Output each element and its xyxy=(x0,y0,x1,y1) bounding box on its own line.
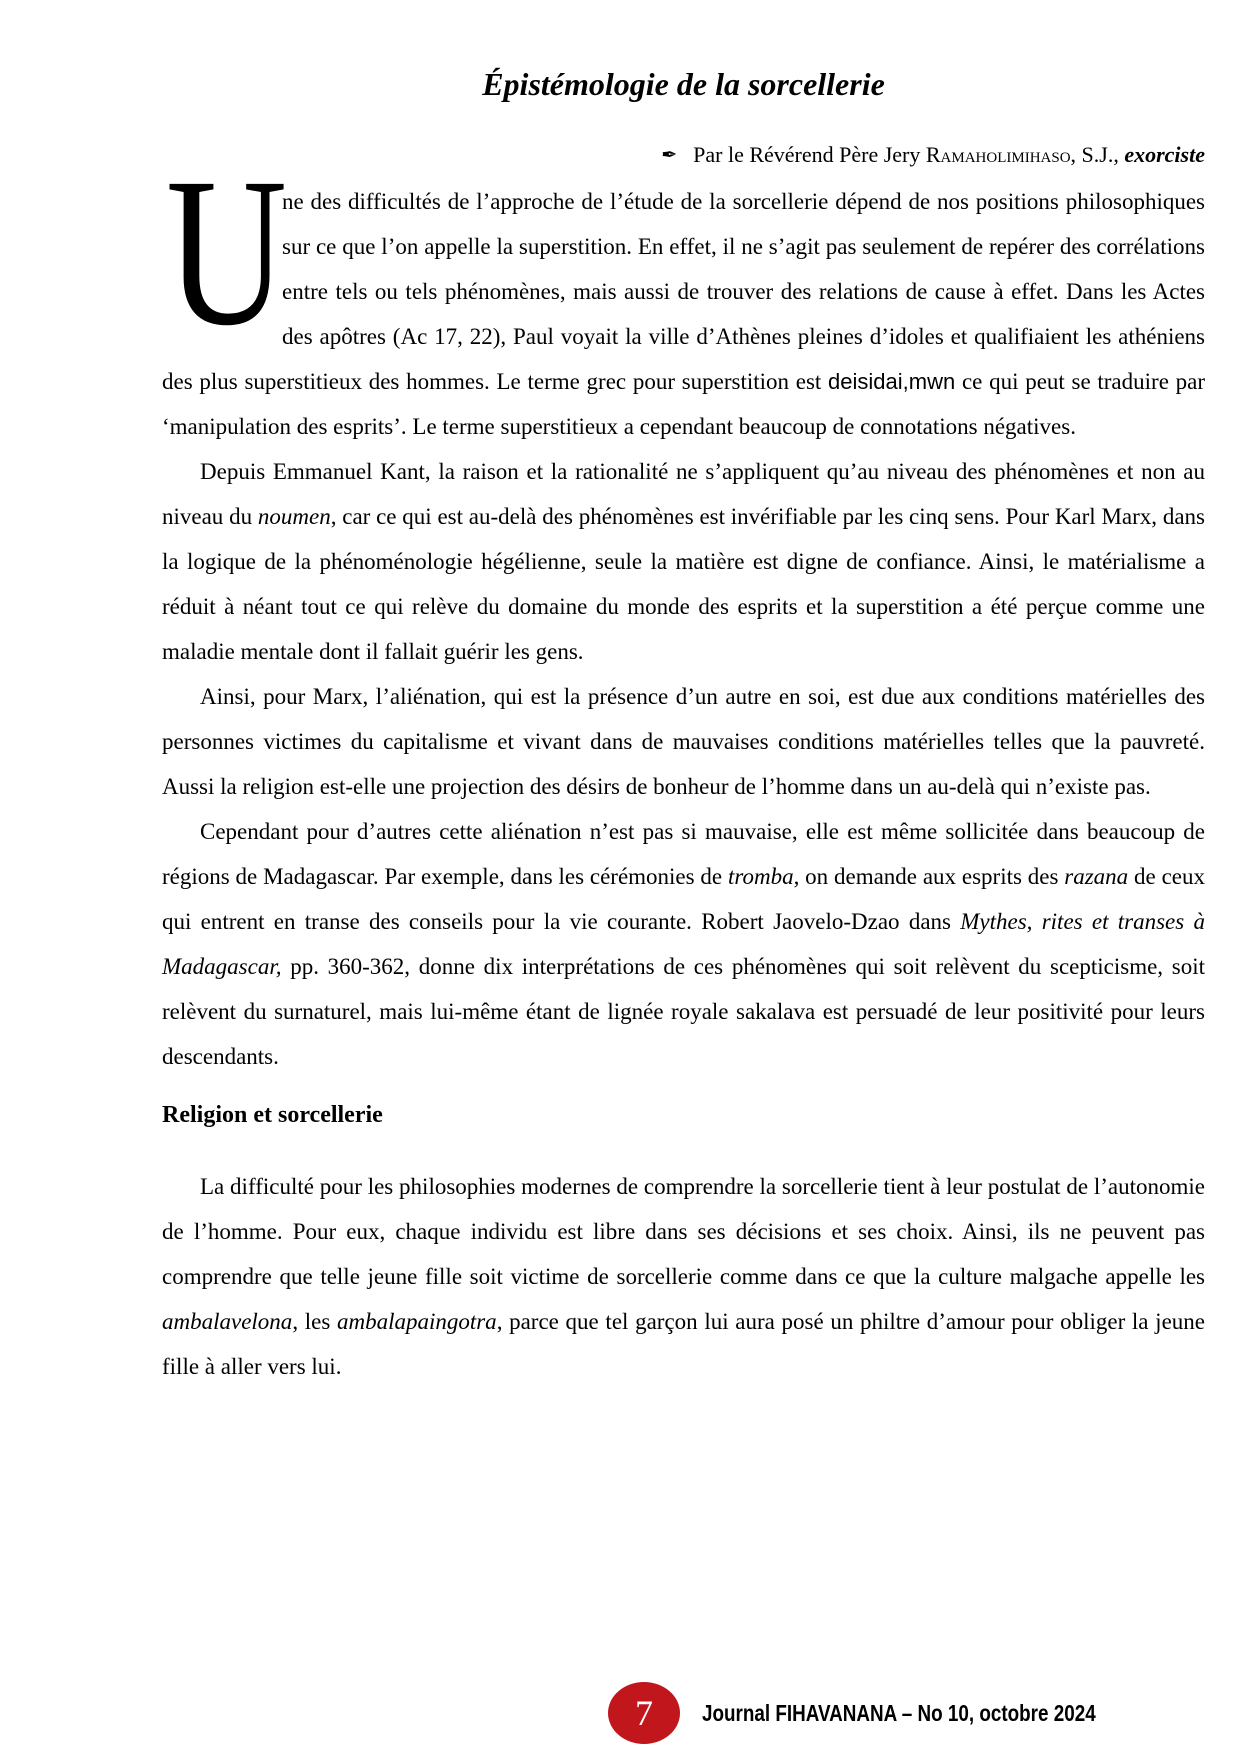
text-run: Ainsi, pour Marx, l’aliénation, qui est la présence d’un autre en soi, est due aux conditions matérielles des personnes victimes du capitalisme et vivant dans de mauvaises conditions matérielles telles que la pauvreté. Aussi la religion est-elle une projection des désirs de bonheur de l’homme dans un au-delà qui n’existe pas. xyxy=(162,684,1205,799)
text-run: de ceux qui entrent en transe des conseils pour la vie courante. Robert Jaovelo-Dzao dans xyxy=(162,864,1205,934)
page-footer xyxy=(608,1682,1182,1744)
byline-prefix: Par le Révérend Père Jery xyxy=(693,142,926,167)
text-run: pp. 360-362, donne dix interprétations de ces phénomènes qui soit relèvent du scepticisme, soit relèvent du surnaturel, mais lui-même étant de lignée royale sakalava est persuadé de leur positivité pour leurs descendants. xyxy=(162,954,1205,1069)
text-run: La difficulté pour les philosophies modernes de comprendre la sorcellerie tient à leur postulat de l’autonomie de l’homme. Pour eux, chaque individu est libre dans ses décisions et ses choix. Ainsi, ils ne peuvent pas comprendre que telle jeune fille soit victime de sorcellerie comme dans ce que la culture malgache appelle les xyxy=(162,1174,1205,1289)
paragraph xyxy=(162,674,1205,809)
paragraph xyxy=(162,449,1205,674)
text-run: Mythes, rites et transes à Madagascar, xyxy=(162,909,1205,979)
text-run: razana xyxy=(1064,864,1129,889)
text-run: noumen xyxy=(257,504,331,529)
text-run: deisidai,mwn xyxy=(828,369,956,394)
dropcap-letter: U xyxy=(166,133,288,370)
text-run: ne des difficultés de l’approche de l’étude de la sorcellerie dépend de nos positions philosophiques sur ce que l’on appelle la superstition. En effet, il ne s’agit pas seulement de repérer des corrélations entre tels ou tels phénomènes, mais aussi de trouver des relations de cause à effet. Dans les Actes des apôtres (Ac 17, 22), Paul voyait la ville d’Athènes pleines d’idoles et qualifiaient les athéniens des plus superstitieux des hommes. Le terme grec pour superstition est xyxy=(162,189,1205,394)
byline-author: Ramaholimihaso xyxy=(925,142,1071,167)
text-run: tromba xyxy=(727,864,794,889)
page-number: 7 xyxy=(635,1693,653,1733)
text-run: Depuis Emmanuel Kant, la raison et la rationalité ne s’appliquent qu’au niveau des phénomènes et non au niveau du xyxy=(162,459,1205,529)
paragraph xyxy=(162,1164,1205,1389)
text-run: ambalavelona xyxy=(162,1309,293,1334)
article-content xyxy=(162,62,1205,1389)
byline-suffix: , S.J., xyxy=(1070,142,1125,167)
text-run: ambalapaingotra xyxy=(336,1309,497,1334)
byline xyxy=(162,140,1205,171)
text-run: ce qui peut se traduire par ‘manipulation des esprits’. Le terme superstitieux a cependant beaucoup de connotations négatives. xyxy=(162,369,1205,439)
journal-footer-text: Journal FIHAVANANA – No 10, octobre 2024 xyxy=(702,1699,1096,1726)
text-run: , on demande aux esprits des xyxy=(793,864,1065,889)
section-heading: Religion et sorcellerie xyxy=(162,1102,383,1128)
text-run: , parce que tel garçon lui aura posé un philtre d’amour pour obliger la jeune fille à aller vers lui. xyxy=(162,1309,1205,1379)
paragraph xyxy=(162,809,1205,1079)
article-title: Épistémologie de la sorcellerie xyxy=(482,66,885,102)
text-run: Cependant pour d’autres cette aliénation n’est pas si mauvaise, elle est même sollicitée dans beaucoup de régions de Madagascar. Par exemple, dans les cérémonies de xyxy=(162,819,1205,889)
pen-icon: ✒ xyxy=(661,144,678,166)
text-run: , les xyxy=(292,1309,337,1334)
dropcap xyxy=(162,133,288,370)
text-run: , car ce qui est au-delà des phénomènes est invérifiable par les cinq sens. Pour Karl Marx, dans la logique de la phénoménologie hégélienne, seule la matière est digne de confiance. Ainsi, le matérialisme a réduit à néant tout ce qui relève du domaine du monde des esprits et la superstition a été perçue comme une maladie mentale dont il fallait guérir les gens. xyxy=(162,504,1205,664)
page-number-badge xyxy=(608,1682,680,1744)
byline-role: exorciste xyxy=(1124,142,1205,167)
